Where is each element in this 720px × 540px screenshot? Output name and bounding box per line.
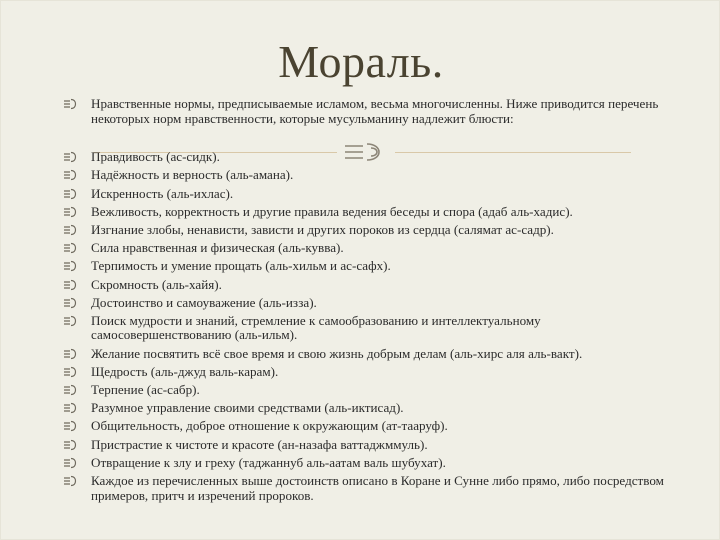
scroll-flourish-icon <box>63 151 77 163</box>
list-item <box>63 205 683 220</box>
bullet-list <box>63 97 683 507</box>
list-item-text: Вежливость, корректность и другие правила ведения беседы и спора (адаб аль-хадис). <box>91 203 573 219</box>
list-item-text: Разумное управление своими средствами (аль-иктисад). <box>91 400 404 416</box>
list-item <box>63 168 683 183</box>
scroll-flourish-icon <box>63 457 77 469</box>
list-item-text: Правдивость (ас-сидк). <box>91 149 220 165</box>
list-item <box>63 401 683 416</box>
list-item-text: Терпение (ас-сабр). <box>91 382 200 398</box>
scroll-flourish-icon <box>63 279 77 291</box>
list-item-text: Сила нравственная и физическая (аль-кувва). <box>91 240 344 256</box>
scroll-flourish-icon <box>63 188 77 200</box>
list-item-text: Общительность, доброе отношение к окружающим (ат-тааруф). <box>91 418 448 434</box>
list-item <box>63 296 683 311</box>
scroll-flourish-icon <box>63 260 77 272</box>
list-item <box>63 474 683 503</box>
list-item <box>63 241 683 256</box>
list-item <box>63 365 683 380</box>
list-item <box>63 278 683 293</box>
list-item-text: Надёжность и верность (аль-амана). <box>91 167 294 183</box>
scroll-flourish-icon <box>63 420 77 432</box>
scroll-flourish-icon <box>63 169 77 181</box>
page-title: Мораль. <box>278 36 444 87</box>
scroll-flourish-icon <box>63 206 77 218</box>
list-item-text: Достоинство и самоуважение (аль-изза). <box>91 294 317 310</box>
scroll-flourish-icon <box>63 384 77 396</box>
scroll-flourish-icon <box>63 315 77 327</box>
list-item-text: Пристрастие к чистоте и красоте (ан-назафа ваттаджммуль). <box>91 436 428 452</box>
list-item <box>63 419 683 434</box>
list-item-text: Нравственные нормы, предписываемые исламом, весьма многочисленны. Ниже приводится перечень некоторых норм нравственности, которые мусульманину надлежит блюсти: <box>91 96 659 126</box>
list-item-text: Поиск мудрости и знаний, стремление к самообразованию и интеллектуальному самосовершенствованию (аль-ильм). <box>91 312 541 343</box>
scroll-flourish-icon <box>63 297 77 309</box>
list-item-text: Изгнание злобы, ненависти, зависти и других пороков из сердца (салямат ас-садр). <box>91 221 554 237</box>
list-item-text: Желание посвятить всё свое время и свою жизнь добрым делам (аль-хирс аля аль-вакт). <box>91 345 583 361</box>
list-item <box>63 223 683 238</box>
scroll-flourish-icon <box>63 402 77 414</box>
list-item <box>63 347 683 362</box>
list-item-text: Искренность (аль-ихлас). <box>91 185 234 201</box>
list-item-text: Терпимость и умение прощать (аль-хильм и ас-сафх). <box>91 258 391 274</box>
intro-paragraph <box>63 97 683 126</box>
list-item-text: Каждое из перечисленных выше достоинств описано в Коране и Сунне либо прямо, либо посредством примеров, притч и изречений пророков. <box>91 472 664 503</box>
scroll-flourish-icon <box>63 439 77 451</box>
list-item <box>63 150 683 165</box>
scroll-flourish-icon <box>63 98 77 110</box>
scroll-flourish-icon <box>63 224 77 236</box>
list-item-text: Скромность (аль-хайя). <box>91 276 222 292</box>
scroll-flourish-icon <box>63 348 77 360</box>
list-item <box>63 438 683 453</box>
list-item-text: Отвращение к злу и греху (таджаннуб аль-аатам валь шубухат). <box>91 454 446 470</box>
scroll-flourish-icon <box>63 366 77 378</box>
list-item <box>63 383 683 398</box>
list-item <box>63 456 683 471</box>
list-item <box>63 314 683 343</box>
list-item-text: Щедрость (аль-джуд валь-карам). <box>91 363 279 379</box>
list-item <box>63 187 683 202</box>
list-item <box>63 259 683 274</box>
scroll-flourish-icon <box>63 242 77 254</box>
scroll-flourish-icon <box>63 475 77 487</box>
